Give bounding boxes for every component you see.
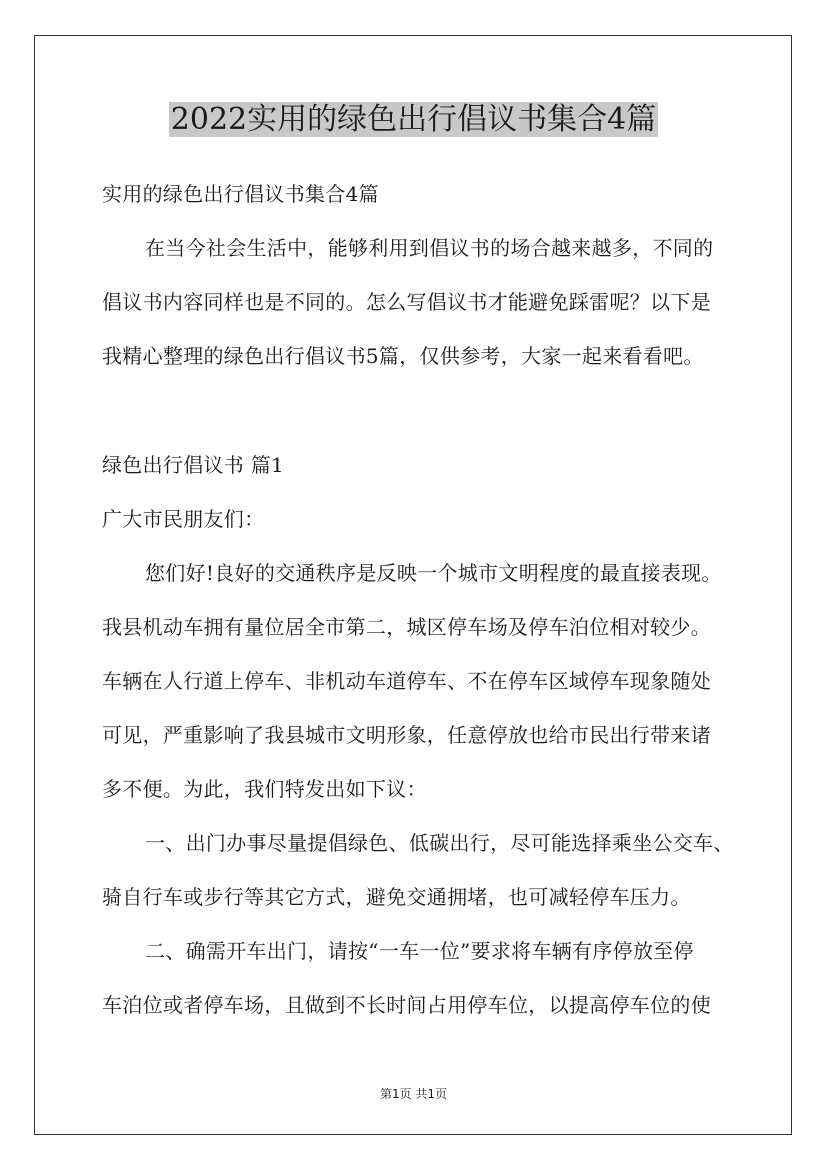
section-heading: 绿色出行倡议书 篇1 xyxy=(102,453,285,477)
intro-line-2: 倡议书内容同样也是不同的。怎么写倡议书才能避免踩雷呢？以下是 xyxy=(102,290,711,314)
body-line-9: 车泊位或者停车场，且做到不长时间占用停车位，以提高停车位的使 xyxy=(102,993,711,1017)
body-line-2: 我县机动车拥有量位居全市第二，城区停车场及停车泊位相对较少。 xyxy=(102,615,711,639)
body-line-5: 多不便。为此，我们特发出如下议： xyxy=(102,777,427,801)
intro-line-3: 我精心整理的绿色出行倡议书5篇，仅供参考，大家一起来看看吧。 xyxy=(102,344,704,368)
document-title xyxy=(0,100,827,140)
document-title-text: 2022实用的绿色出行倡议书集合4篇 xyxy=(170,102,657,137)
body-line-6: 一、出门办事尽量提倡绿色、低碳出行，尽可能选择乘坐公交车、 xyxy=(145,831,734,855)
intro-line-1: 在当今社会生活中，能够利用到倡议书的场合越来越多，不同的 xyxy=(145,236,714,260)
body-line-1: 您们好!良好的交通秩序是反映一个城市文明程度的最直接表现。 xyxy=(145,561,722,585)
document-subtitle: 实用的绿色出行倡议书集合4篇 xyxy=(102,182,379,206)
body-line-8: 二、确需开车出门，请按“一车一位”要求将车辆有序停放至停 xyxy=(145,939,694,963)
salutation: 广大市民朋友们： xyxy=(102,507,265,531)
page-footer: 第1页 共1页 xyxy=(379,1087,448,1101)
body-line-4: 可见，严重影响了我县城市文明形象，任意停放也给市民出行带来诸 xyxy=(102,723,711,747)
body-line-3: 车辆在人行道上停车、非机动车道停车、不在停车区域停车现象随处 xyxy=(102,669,711,693)
body-line-7: 骑自行车或步行等其它方式，避免交通拥堵，也可减轻停车压力。 xyxy=(102,885,691,909)
